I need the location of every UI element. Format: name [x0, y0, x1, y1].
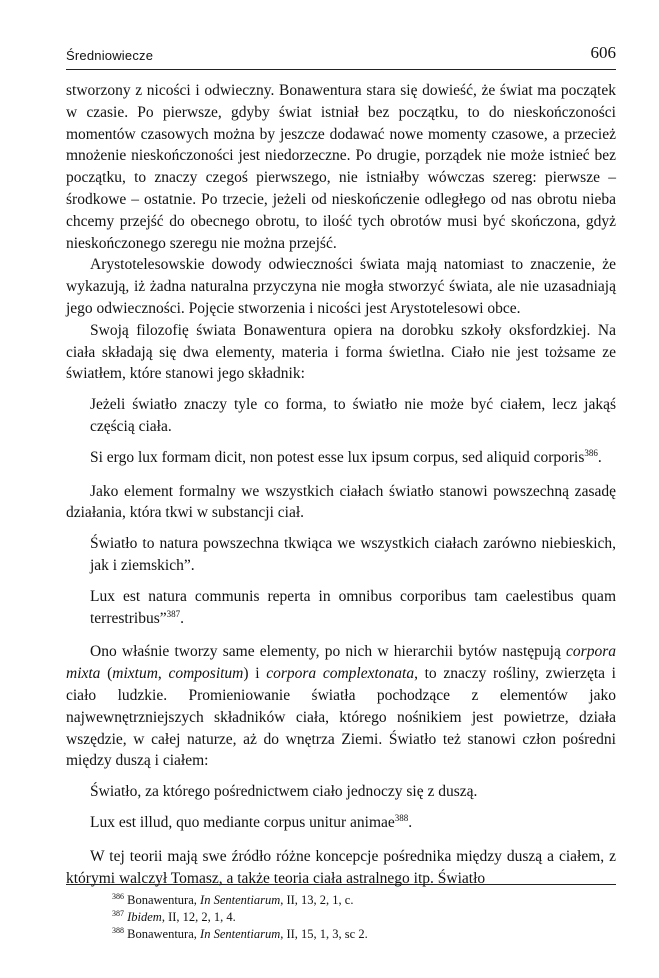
latin-term: mixtum — [112, 665, 158, 683]
page-header — [66, 40, 616, 70]
paragraph: W tej teorii mają swe źródło różne koncepcje pośrednika między duszą a ciałem, z którymi walczył Tomasz, a także teoria ciała astralnego itp. Światło — [66, 847, 616, 887]
latin-term: corpora complextonata — [266, 665, 415, 683]
paragraph: Ono właśnie tworzy same elementy, po nich w hierarchii bytów następują corpora mixta (mixtum, compositum) i corpora complextonata, to znaczy rośliny, zwierzęta i ciało ludzkie. Promieniowanie światła pochodzące z elementów jako najwewnętrzniejszych składników ciała, którego nośnikiem jest powietrze, działa wszędzie, w całej naturze, aż do wnętrza Ziemi. Światło też stanowi człon pośredni między duszą i ciałem: — [66, 643, 616, 770]
block-quote-latin: Lux est natura communis reperta in omnibus corporibus tam caelestibus quam terrestribus”$^{387}$. — [90, 587, 616, 627]
footnote-386: $^{386}$ Bonawentura, In Sententiarum, II, 13, 2, 1, c. — [112, 892, 354, 907]
footnote-ref-388[interactable]: 388 — [394, 812, 409, 823]
block-quote: Światło, za którego pośrednictwem ciało jednoczy się z duszą. — [90, 783, 478, 801]
paragraph: Swoją filozofię świata Bonawentura opiera na dorobku szkoły oksfordzkiej. Na ciała składają się dwa elementy, materia i forma świetlna. Ciało nie jest tożsame ze światłem, które stanowi jego składnik: — [66, 321, 616, 383]
latin-term: corpora mixta — [66, 643, 616, 683]
paragraph: Jako element formalny we wszystkich ciałach światło stanowi powszechną zasadę działania, która tkwi w substancji ciał. — [66, 482, 616, 522]
block-quote: Światło to natura powszechna tkwiąca we wszystkich ciałach zarówno niebieskich, jak i ziemskich”. — [90, 535, 616, 574]
footnote-387: $^{387}$ Ibidem, II, 12, 2, 1, 4. — [112, 909, 236, 924]
quote-text: Si ergo lux formam dicit, non potest esse lux ipsum corpus, sed aliquid corporis — [90, 448, 585, 466]
footnote-ref-386[interactable]: 386 — [584, 447, 598, 458]
footnote-388: $^{388}$ Bonawentura, In Sententiarum, II, 15, 1, 3, sc 2. — [112, 926, 368, 941]
running-title: Średniowiecze — [66, 48, 154, 63]
footnote-number: 387 — [112, 909, 124, 918]
page-number: 606 — [590, 43, 616, 62]
footnote-number: 386 — [112, 892, 124, 901]
footnotes — [112, 892, 612, 943]
quote-text: Lux est natura communis reperta in omnibus corporibus tam caelestibus quam terrestribus” — [90, 587, 616, 627]
quote-text: Lux est illud, quo mediante corpus unitur animae — [90, 813, 395, 831]
footnote-rule — [66, 884, 616, 885]
paragraph: stworzony z nicości i odwieczny. Bonawentura stara się dowieść, że świat ma początek w czasie. Po pierwsze, gdyby świat istniał bez początku, to do nieskończoności momentów czasowych można by jeszcze dodawać nowe momenty czasowe, a przecież mnożenie nieskończoności jest niedorzeczne. Po drugie, porządek nie może istnieć bez początku, to znaczy czegoś pierwszego, nie istniałby wówczas szereg: pierwsze – środkowe – ostatnie. Po trzecie, jeżeli od nieskończenie odległego od nas obrotu nieba chcemy przejść do obecnego obrotu, to ilość tych obrotów musi być skończona, gdyż nieskończonego szeregu nie można przejść. — [66, 82, 616, 252]
footnote-ref-387[interactable]: 387 — [166, 608, 181, 619]
header-rule — [66, 69, 616, 70]
block-quote-latin: Si ergo lux formam dicit, non potest esse lux ipsum corpus, sed aliquid corporis$^{386}$. — [90, 447, 602, 466]
block-quote: Jeżeli światło znaczy tyle co forma, to światło nie może być ciałem, lecz jakąś częścią ciała. — [90, 396, 616, 435]
paragraph: Arystotelesowskie dowody odwieczności świata mają natomiast to znaczenie, że wykazują, iż żadna naturalna przyczyna nie mogła stworzyć świata, ale nie uzasadniają jego odwieczności. Pojęcie stworzenia i nicości jest Arystotelesowi obce. — [66, 256, 616, 317]
footnote-number: 388 — [112, 926, 124, 935]
latin-term: compositum — [168, 665, 244, 683]
block-quote-latin: Lux est illud, quo mediante corpus unitur animae$^{388}$. — [90, 812, 413, 831]
footnote-title: In Sententiarum — [200, 893, 281, 907]
footnote-title: In Sententiarum — [200, 927, 281, 941]
footnote-title: Ibidem — [127, 910, 162, 924]
main-text — [66, 80, 616, 889]
